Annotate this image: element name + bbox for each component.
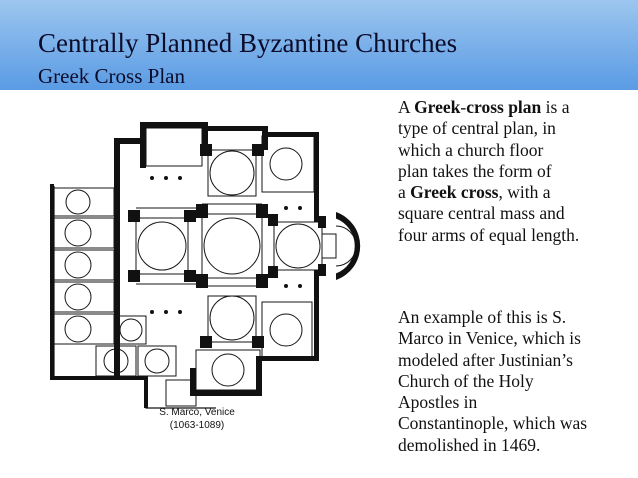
para2-line-4: Church of the Holy	[398, 370, 534, 391]
para1-line-3: which a church floor	[398, 139, 544, 160]
text-span: -	[460, 97, 467, 117]
caption-line-1: S. Marco, Venice	[159, 407, 235, 418]
text-span: a	[398, 182, 411, 203]
text-span: , with a	[498, 182, 551, 203]
bold-term-greek-cross: Greek cross	[410, 182, 499, 203]
text-span: is a	[541, 97, 570, 117]
bold-term-cross-plan: cross plan	[466, 97, 542, 117]
para1-line-1	[398, 97, 634, 118]
para1-line-6: square central mass and	[398, 203, 565, 224]
slide-title: Centrally Planned Byzantine Churches	[38, 28, 458, 58]
floor-plan-image	[36, 118, 376, 410]
para1-line-7: four arms of equal length.	[398, 224, 580, 245]
para1-line-5	[398, 182, 634, 203]
para2-line-6: Constantinople, which was	[398, 413, 588, 434]
figure-caption	[150, 406, 244, 432]
title-banner	[0, 0, 638, 90]
para1-line-2: type of central plan, in	[398, 118, 556, 139]
para2-line-1: An example of this is S.	[398, 307, 567, 327]
slide-subtitle: Greek Cross Plan	[38, 64, 185, 88]
definition-paragraph	[398, 97, 634, 246]
para2-line-2: Marco in Venice, which is	[398, 328, 581, 349]
para1-line-4: plan takes the form of	[398, 160, 552, 181]
para2-line-7: demolished in 1469.	[398, 434, 541, 455]
caption-line-2: (1063-1089)	[169, 420, 225, 431]
example-paragraph	[398, 307, 634, 456]
bold-term-greek: Greek	[414, 97, 461, 117]
para2-line-5: Apostles in	[398, 392, 478, 413]
para2-line-3: modeled after Justinian’s	[398, 349, 573, 370]
text-span: A	[398, 97, 415, 117]
